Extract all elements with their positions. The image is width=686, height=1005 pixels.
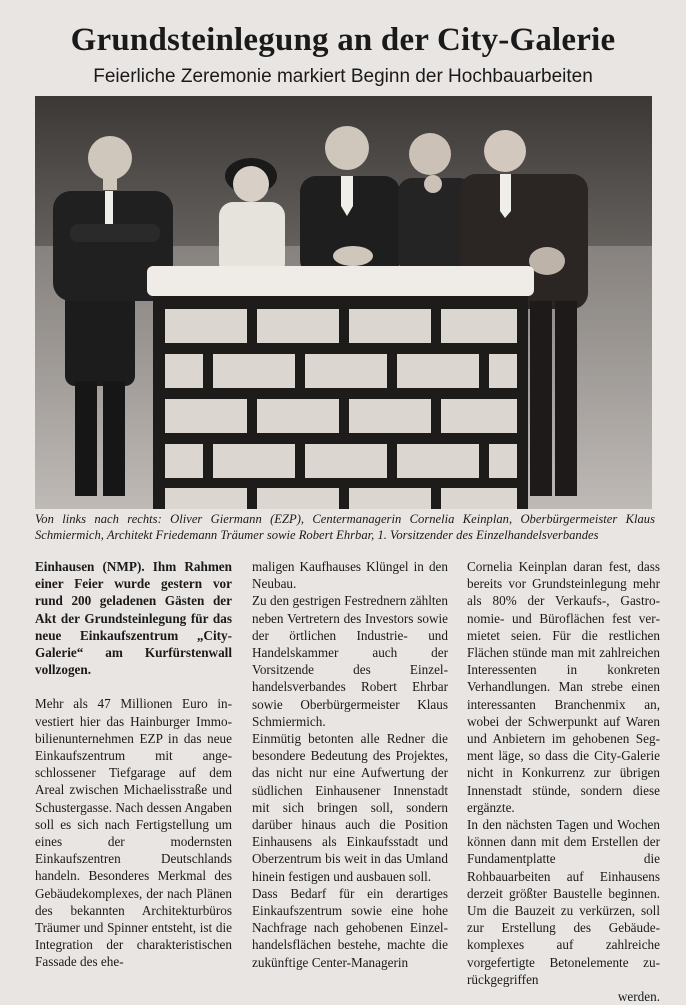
figure-woman — [219, 158, 285, 277]
body-paragraph: maligen Kaufhauses Klüngel in den Neubau. — [252, 559, 448, 592]
photo-caption: Von links nach rechts: Oliver Giermann (EZP), Centermanagerin Cornelia Keinplan, Oberbürgermeister Klaus Schmiermich, Architekt Friedemann Träumer sowie Robert Ehrbar, 1. Vorsitzender des Einzelhandelsverbandes — [35, 512, 655, 542]
body-paragraph: Mehr als 47 Millionen Euro investiert hier das Hainburger Immobilienunternehmen EZP in das neue Einkaufszentrum mit angeschlossener Tiefgarage auf dem Areal zwischen Michaelisstraße und Schustergasse. Nach dessen Angaben soll es sich nach Fertigstellung um eines der modernsten Einkaufszentren Deutschlands handeln. Besonderes Merkmal des Gebäudekomplexes, der nach Plänen des bekannten Architekturbüros Träumer und Spinner entsteht, ist die Integration der charakteristischen Fassade des ehe- — [35, 696, 232, 970]
column-2 — [252, 558, 448, 971]
column-1 — [35, 558, 232, 971]
subheadline: Feierliche Zeremonie markiert Beginn der Hochbauarbeiten — [93, 66, 593, 87]
closing-word: werden. — [617, 989, 660, 1005]
body-paragraph: Cornelia Keinplan daran fest, dass bereits vor Grundsteinlegung mehr als 80% der Verkaufs-, Gastronomie- und Büroflächen fest vermietet seien. Für die restlichen Flächen stünde man mit zahlreichen Interessenten in konkreten Verhandlungen. Man strebe einen interessanten Branchenmix an, wobei der Schwerpunkt auf Waren und Anbietern im gehobenen Segment läge, so dass die City-Galerie nicht in Konkurrenz zur übrigen Innenstadt stünde, sondern diese ergänzte. — [467, 559, 660, 815]
lead-paragraph: Einhausen (NMP). Ihm Rahmen einer Feier wurde gestern vor rund 200 geladenen Gästen der Akt der Grundsteinlegung für das neue Einkaufszentrum „City-Galerie“ am Kurfürstenwall vollzogen. — [35, 559, 232, 678]
column-3 — [467, 558, 660, 1005]
body-paragraph: Dass Bedarf für ein derartiges Einkaufszentrum sowie eine hohe Nachfrage nach gehobenen Einzelhandelsflächen bestehe, machte die zukünftige Center-Managerin — [252, 885, 448, 970]
body-paragraph: Einmütig betonten alle Redner die besondere Bedeutung des Projektes, das nicht nur eine Aufwertung der südlichen Einhausener Innenstadt mit sich bringen soll, sondern darüber hinaus auch die Position Einhausens als Einkaufsstadt und Oberzentrum bis weit in das Umland hinein festigen und ausbauen soll. — [252, 731, 448, 884]
brick-wall — [147, 266, 534, 509]
body-paragraph: In den nächsten Tagen und Wochen können dann mit dem Erstellen der Fundamentplatte die Rohbauarbeiten auf Einhausens derzeit größter Baustelle beginnen. Um die Bauzeit zu verkürzen, soll zur Erstellung des Gebäudekomplexes auf zahlreiche vorgefertigte Betonelemente zurückgegriffen — [467, 817, 660, 987]
ceremony-photo — [35, 96, 652, 509]
body-paragraph: Zu den gestrigen Festrednern zählten neben Vertretern des Investors sowie der örtlichen Industrie- und Handelskammer auch der Vorsitzende des Einzelhandelsverbandes Robert Ehrbar sowie Oberbürgermeister Klaus Schmiermich. — [252, 593, 448, 729]
headline: Grundsteinlegung an der City-Galerie — [70, 22, 616, 58]
